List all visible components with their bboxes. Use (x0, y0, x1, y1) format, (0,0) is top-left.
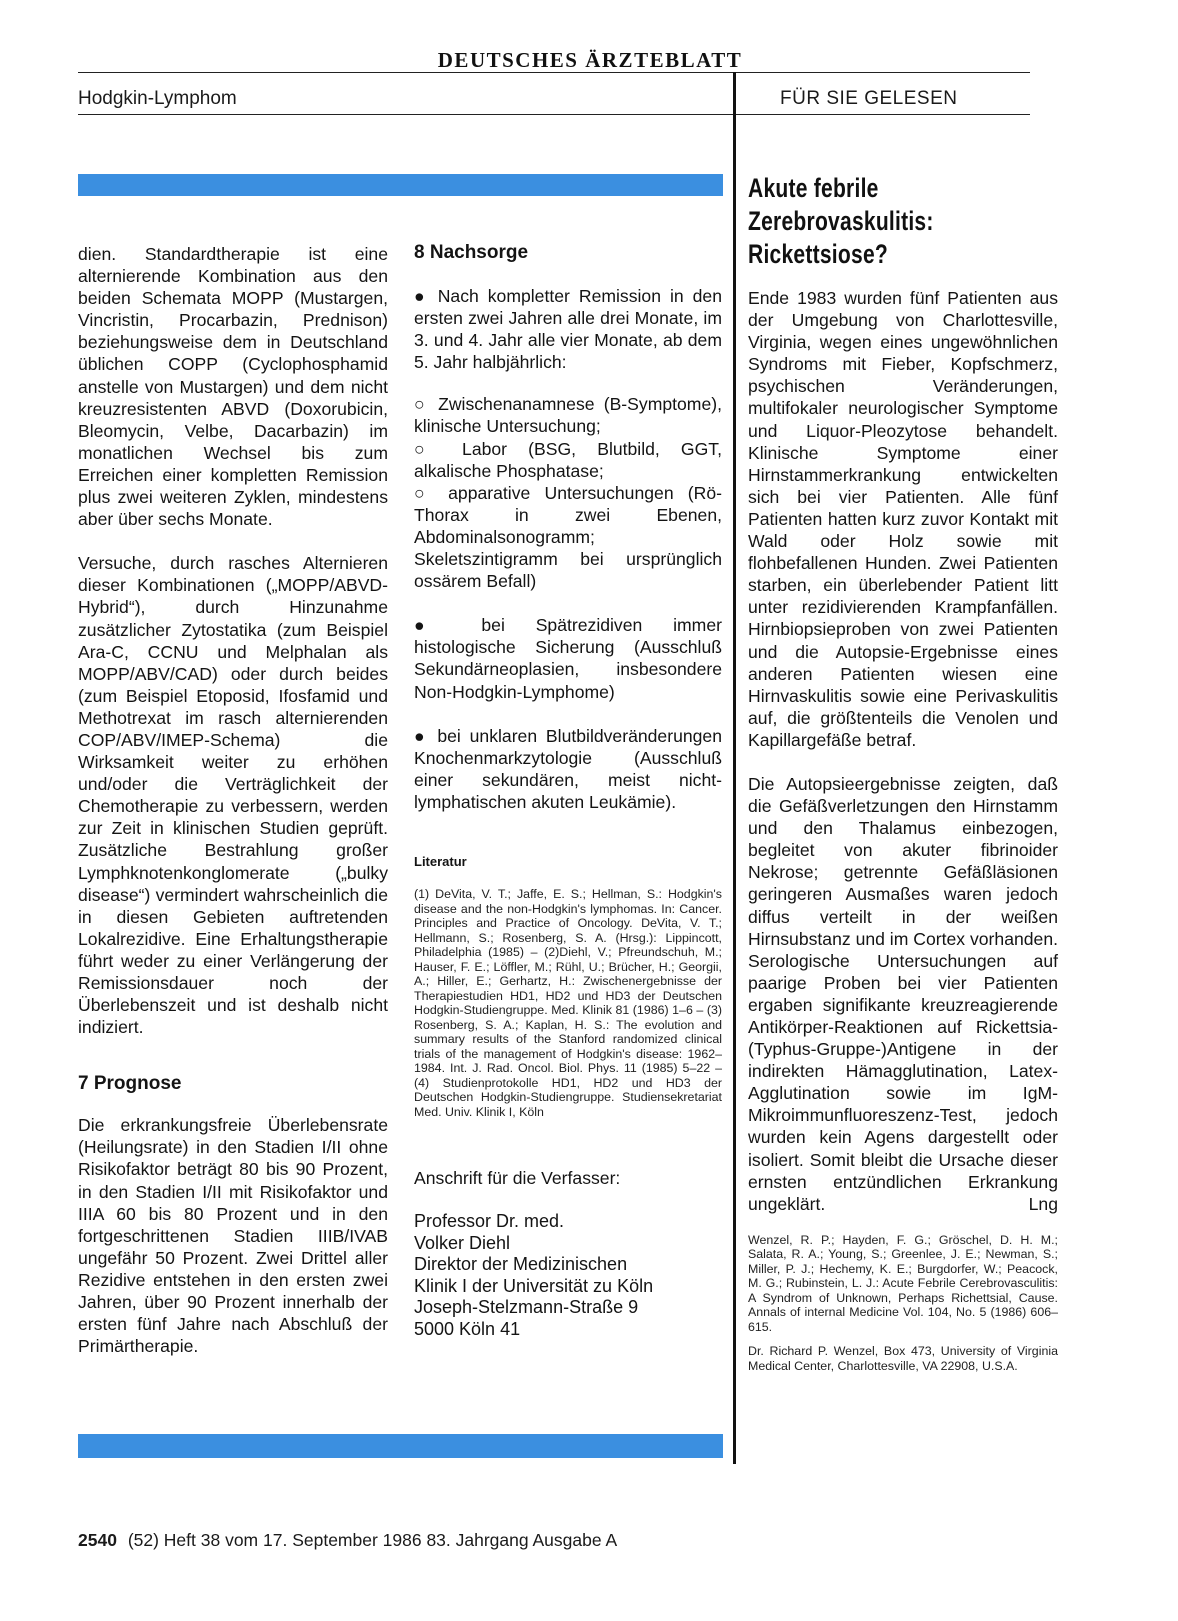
paragraph: Ende 1983 wurden fünf Patienten aus der Umgebung von Charlottesville, Virginia, wegen eines ungewöhnlichen Syndroms mit Fieber, Kopfschmerz, psychischen Veränderungen, multifokaler neurologischer Symptome und Liquor-Pleozytose behandelt. Klinische Symptome einer Hirnstammerkrankung entwickelten sich bei vier Patienten. Alle fünf Patienten hatten kurz zuvor Kontakt mit Wald oder Holz sowie mit flohbefallenen Hunden. Zwei Patienten starben, ein überlebender Patient litt unter rezidivierenden Krampfanfällen. Hirnbiopsieproben von zwei Patienten und die Autopsie-Ergebnisse eines anderen Patienten wiesen eine Hirnvaskulitis sowie eine Perivaskulitis auf, die größtenteils die Venolen und Kapillargefäße betraf. (748, 288, 1058, 750)
column-2 (414, 241, 722, 1340)
header-rule-top (78, 72, 1030, 73)
author-signature: Lng (1028, 1193, 1058, 1214)
article-reference: Wenzel, R. P.; Hayden, F. G.; Gröschel, D. H. M.; Salata, R. A.; Young, S.; Greenlee, J. E.; Newman, S.; Miller, P. J.; Hechemy, K. E.; Burgdorfer, W.; Peacock, M. G.; Rubinstein, L. J.: Acute Febrile Cerebrovasculitis: A Syndrom of Unknown, Perhaps Richettsial, Cause. Annals of internal Medicine Vol. 104, No. 5 (1986) 606–615. (748, 1232, 1058, 1334)
section-label-right: FÜR SIE GELESEN (780, 88, 958, 109)
bullet-item (414, 285, 722, 373)
bullet-text: Nach kompletter Remission in den ersten zwei Jahren alle drei Monate, im 3. und 4. Jahr alle vier Monate, ab dem 5. Jahr halbjährlich: (414, 286, 722, 373)
circle-bullet-icon: ○ (414, 482, 434, 503)
paragraph (748, 773, 1058, 1215)
bullet-text: bei Spätrezidiven immer histologische Sicherung (Ausschluß Sekundärneoplasien, insbesondere Non-Hodgkin-Lymphome) (414, 615, 722, 702)
sub-item-text: Zwischenanamnese (B-Symptome), klinische Untersuchung; (414, 394, 722, 437)
masthead: DEUTSCHES ÄRZTEBLATT (437, 48, 743, 72)
paragraph-text: Die Autopsieergebnisse zeigten, daß die Gefäßverletzungen den Hirnstamm und den Thalamus einbezogen, begleitet von akuter fibrinoider Nekrose; getrennte Gefäßläsionen geringeren Ausmaßes waren jedoch diffus verteilt in der weißen Hirnsubstanz und im Cortex vorhanden. Serologische Untersuchungen auf paarige Proben bei vier Patienten ergaben signifikante kreuzreagierende Antikörper-Reaktionen auf Rickettsia-(Typhus-Gruppe-)Antigene in der indirekten Hämagglutination, Latex-Agglutination sowie im IgM-Mikroimmunfluoreszenz-Test, jedoch wurden kein Agens dargestellt oder isoliert. Somit bleibt die Ursache dieser ernsten entzündlichen Erkrankung ungeklärt. (748, 773, 1059, 1214)
address-heading: Anschrift für die Verfasser: (414, 1168, 621, 1189)
sub-item (414, 482, 722, 592)
literature-heading: Literatur (414, 853, 467, 869)
accent-bar-top (78, 174, 723, 196)
column-3 (748, 287, 1058, 1373)
address-line: Direktor der Medizinischen (414, 1254, 628, 1275)
section-label-left: Hodgkin-Lymphom (78, 88, 237, 109)
bullet-text: bei unklaren Blutbildveränderungen Knochenmarkzytologie (Ausschluß einer sekundären, meist nicht-lymphatischen akuten Leukämie). (414, 725, 722, 812)
section-heading-prognose: 7 Prognose (78, 1073, 182, 1095)
article-title-line: Zerebrovaskulitis: (748, 206, 934, 236)
contact-address: Dr. Richard P. Wenzel, Box 473, University of Virginia Medical Center, Charlottesville, VA 22908, U.S.A. (748, 1344, 1058, 1373)
sub-item-text: Labor (BSG, Blutbild, GGT, alkalische Phosphatase; (414, 438, 722, 481)
bullet-dot-icon: ● (414, 725, 429, 746)
bullet-item (414, 614, 722, 702)
address-line: Klinik I der Universität zu Köln (414, 1275, 654, 1296)
address-line: 5000 Köln 41 (414, 1318, 521, 1339)
sub-item-text: apparative Untersuchungen (Rö-Thorax in zwei Ebenen, Abdominalsonogramm; Skeletszintigramm bei ursprünglich ossärem Befall) (414, 482, 722, 592)
circle-bullet-icon: ○ (414, 438, 441, 459)
bullet-dot-icon: ● (414, 286, 429, 306)
page-number: 2540 (78, 1530, 117, 1550)
accent-bar-bottom (78, 1434, 723, 1458)
sub-item (414, 393, 722, 437)
bullet-dot-icon: ● (414, 615, 451, 636)
column-1 (78, 243, 388, 1357)
paragraph: Versuche, durch rasches Alternieren dieser Kombinationen („MOPP/ABVD-Hybrid“), durch Hinzunahme zusätzlicher Zytostatika (zum Beispiel Ara-C, CCNU und Melphalan als MOPP/ABV/CAD) oder durch beides (zum Beispiel Etoposid, Ifosfamid und Methotrexat im rasch alternierenden COP/ABV/IMEP-Schema) die Wirksamkeit weiter zu erhöhen und/oder die Verträglichkeit der Chemotherapie zu verbessern, werden zur Zeit in klinischen Studien geprüft. Zusätzliche Bestrahlung großer Lymphknotenkonglomerate („bulky disease“) vermindert wahrscheinlich die in diesen Gebieten auftretenden Lokalrezidive. Eine Erhaltungstherapie führt weder zu einer Verlängerung der Remissionsdauer noch der Überlebenszeit und ist deshalb nicht indiziert. (78, 553, 388, 1038)
header-rule-bottom (78, 114, 1030, 115)
article-title (748, 172, 1044, 271)
circle-bullet-icon: ○ (414, 394, 429, 415)
issue-info: (52) Heft 38 vom 17. September 1986 83. Jahrgang Ausgabe A (127, 1530, 618, 1550)
bullet-item (414, 725, 722, 813)
column-divider (733, 72, 736, 1464)
literature-references: (1) DeVita, V. T.; Jaffe, E. S.; Hellman, S.: Hodgkin's disease and the non-Hodgkin's lymphomas. In: Cancer. Principles and Practice of Oncology. DeVita, V. T.; Hellmann, S.; Rosenberg, S. A. (Hrsg.): Lippincott, Philadelphia (1985) – (2)Diehl, V.; Pfreundschuh, M.; Hauser, F. E.; Löffler, M.; Rühl, U.; Brücher, H.; Georgii, A.; Hiller, E.; Gerhartz, H.: Zwischenergebnisse der Therapiestudien HD1, HD2 und HD3 der Deutschen Hodgkin-Studiengruppe. Med. Klinik 81 (1986) 1–6 – (3) Rosenberg, S. A.; Kaplan, H. S.: The evolution and summary results of the Stanford randomized clinical trials of the management of Hodgkin's disease: 1962–1984. Int. J. Rad. Oncol. Biol. Phys. 11 (1985) 5–22 – (4) Studienprotokolle HD1, HD2 und HD3 der Deutschen Hodgkin-Studiengruppe. Studiensekretariat Med. Univ. Klinik I, Köln (414, 887, 722, 1119)
paragraph: dien. Standardtherapie ist eine alternierende Kombination aus den beiden Schemata MOPP (Mustargen, Vincristin, Procarbazin, Prednison) beziehungsweise dem in Deutschland üblichen COPP (Cyclophosphamid anstelle von Mustargen) und dem nicht kreuzresistenten ABVD (Doxorubicin, Bleomycin, Velbe, Dacarbazin) im monatlichen Wechsel bis zum Erreichen einer kompletten Remission plus zwei weiteren Zyklen, mindestens aber über sechs Monate. (78, 244, 388, 530)
address-line: Volker Diehl (414, 1232, 511, 1253)
address-line: Joseph-Stelzmann-Straße 9 (414, 1297, 639, 1318)
article-title-line: Rickettsiose? (748, 239, 888, 269)
article-title-line: Akute febrile (748, 173, 879, 203)
sub-item (414, 438, 722, 482)
section-heading-nachsorge: 8 Nachsorge (414, 242, 529, 263)
address-line: Professor Dr. med. (414, 1211, 565, 1232)
paragraph: Die erkrankungsfreie Überlebensrate (Heilungsrate) in den Stadien I/II ohne Risikofaktor beträgt 80 bis 90 Prozent, in den Stadien I/II mit Risikofaktor und IIIA 60 bis 80 Prozent und in den fortgeschrittenen Stadien IIIB/IVAB ungefähr 50 Prozent. Zwei Drittel aller Rezidive entstehen in den ersten zwei Jahren, über 90 Prozent innerhalb der ersten fünf Jahre nach Abschluß der Primärtherapie. (78, 1115, 388, 1357)
page-footer (78, 1530, 617, 1551)
address-block (414, 1211, 722, 1340)
